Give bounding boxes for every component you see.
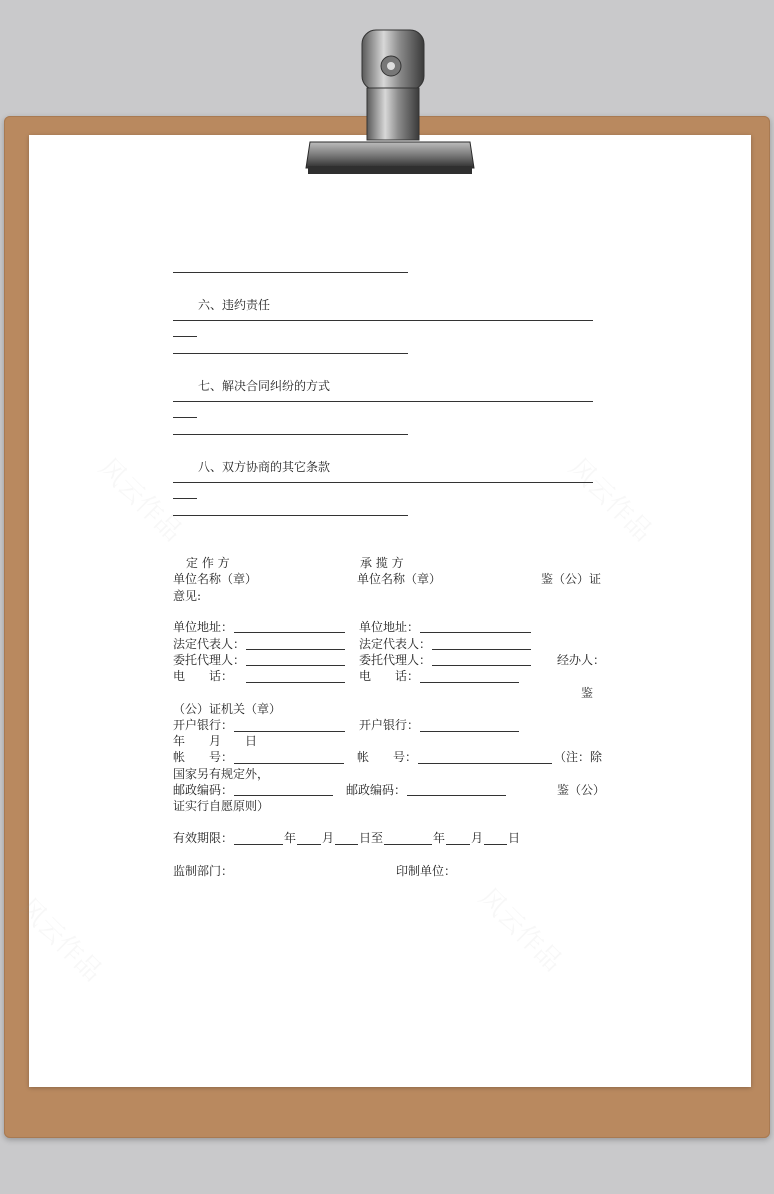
blank-line: [173, 417, 197, 418]
contractor-header: 承 揽 方: [360, 556, 404, 570]
blank-line: [246, 649, 345, 650]
legal-rep-label: 法定代表人：: [359, 637, 432, 651]
agent-label: 委托代理人：: [359, 653, 432, 667]
blank-line: [246, 682, 345, 683]
account-label: 帐 号：: [173, 750, 234, 764]
blank-line: [234, 731, 345, 732]
blank-line: [407, 795, 506, 796]
date-label: 年 月 日: [173, 734, 258, 748]
validity-year: 年: [433, 831, 446, 845]
legal-rep-label: 法定代表人：: [173, 637, 246, 651]
blank-line: [173, 320, 593, 321]
section-heading: 八、双方协商的其它条款: [198, 460, 331, 474]
jian-label: 鉴: [581, 686, 594, 700]
blank-line: [173, 434, 408, 435]
bank-label: 开户银行：: [359, 718, 420, 732]
blank-line: [335, 844, 358, 845]
validity-day: 日: [508, 831, 521, 845]
postal-label: 邮政编码：: [173, 783, 234, 797]
blank-line: [173, 515, 408, 516]
blank-line: [420, 632, 531, 633]
phone-label: 电 话：: [359, 669, 420, 683]
validity-month: 月: [471, 831, 484, 845]
blank-line: [173, 336, 197, 337]
blank-line: [246, 665, 345, 666]
opinion-label: 意见:: [173, 589, 202, 603]
phone-label: 电 话：: [173, 669, 234, 683]
validity-month: 月: [322, 831, 335, 845]
section-heading: 六、违约责任: [198, 298, 271, 312]
blank-line: [384, 844, 432, 845]
notary-principle-label: 证实行自愿原则）: [173, 799, 270, 813]
postal-label: 邮政编码：: [346, 783, 407, 797]
watermark: 风云作品: [472, 882, 568, 978]
blank-line: [418, 763, 552, 764]
printer-label: 印制单位：: [396, 864, 457, 878]
blank-line: [420, 731, 519, 732]
validity-day-to: 日至: [359, 831, 384, 845]
address-label: 单位地址：: [359, 620, 420, 634]
blank-line: [173, 353, 408, 354]
validity-year: 年: [284, 831, 297, 845]
blank-line: [173, 272, 408, 273]
validity-label: 有效期限：: [173, 831, 234, 845]
blank-line: [173, 498, 197, 499]
blank-line: [432, 649, 531, 650]
section-heading: 七、解决合同纠纷的方式: [198, 379, 331, 393]
paper-sheet: [29, 135, 751, 1087]
blank-line: [234, 844, 283, 845]
blank-line: [420, 682, 519, 683]
handler-label: 经办人：: [557, 653, 606, 667]
notary-short-label: 鉴（公）: [557, 783, 606, 797]
orderer-header: 定 作 方: [186, 556, 230, 570]
blank-line: [234, 795, 333, 796]
bank-label: 开户银行：: [173, 718, 234, 732]
notary-org-label: （公）证机关（章）: [173, 702, 282, 716]
agent-label: 委托代理人：: [173, 653, 246, 667]
binder-clip-icon: [0, 0, 774, 190]
blank-line: [446, 844, 470, 845]
blank-line: [297, 844, 321, 845]
watermark: 风云作品: [92, 452, 188, 548]
unit-name-label: 单位名称（章）: [173, 572, 258, 586]
account-label: 帐 号：: [357, 750, 418, 764]
blank-line: [173, 401, 593, 402]
notary-label: 鉴（公）证: [541, 572, 602, 586]
blank-line: [173, 482, 593, 483]
blank-line: [432, 665, 531, 666]
blank-line: [234, 763, 344, 764]
watermark: 风云作品: [12, 892, 108, 988]
unit-name-label: 单位名称（章）: [357, 572, 442, 586]
watermark: 风云作品: [562, 452, 658, 548]
note-label: （注：除: [554, 750, 603, 764]
blank-line: [484, 844, 507, 845]
blank-line: [234, 632, 345, 633]
note-continuation: 国家另有规定外，: [173, 767, 270, 781]
address-label: 单位地址：: [173, 620, 234, 634]
supervisor-label: 监制部门：: [173, 864, 234, 878]
